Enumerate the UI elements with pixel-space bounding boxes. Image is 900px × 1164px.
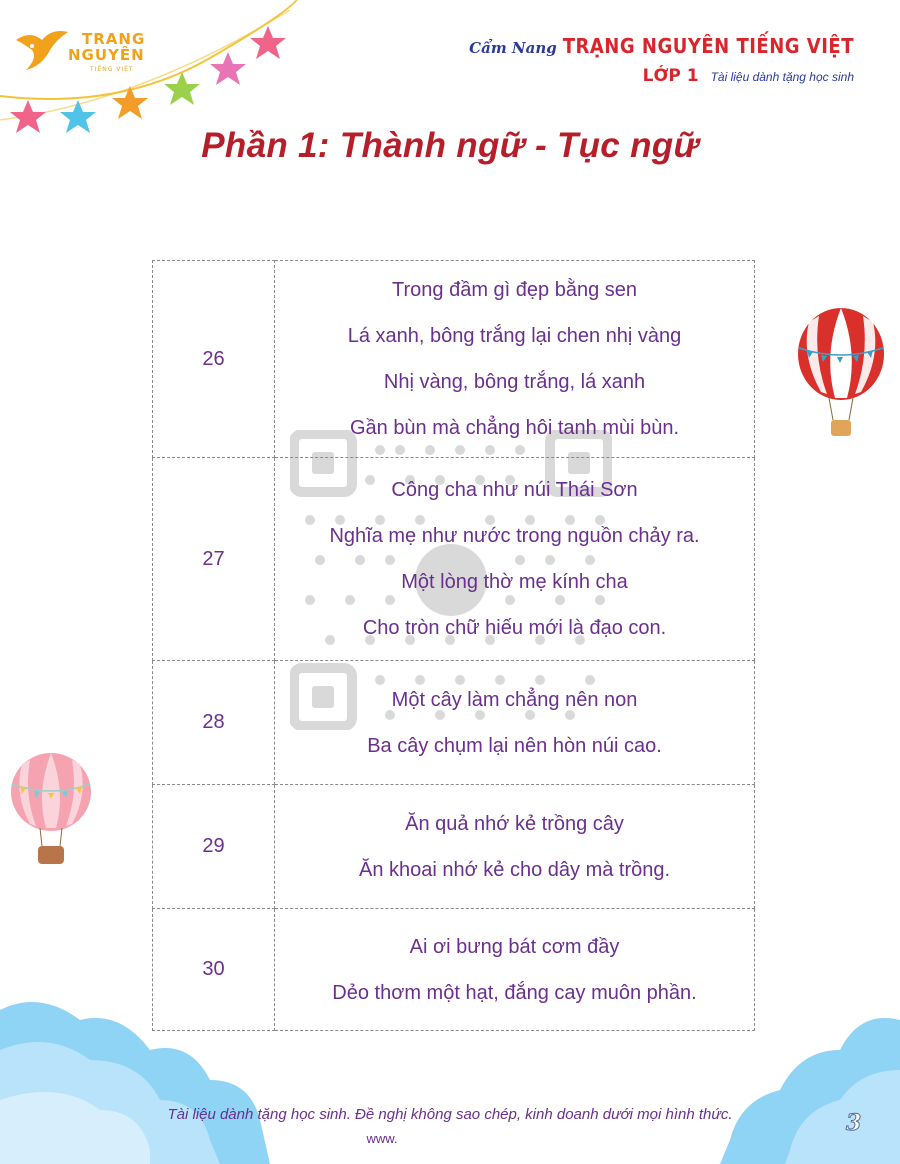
trang-nguyen-logo xyxy=(12,22,162,82)
proverb-text xyxy=(275,261,755,458)
table-row xyxy=(153,261,755,458)
brand-subtitle: Tài liệu dành tặng học sinh xyxy=(710,70,854,84)
proverb-line: Một cây làm chẳng nên non xyxy=(391,688,638,711)
section-title: Phần 1: Thành ngữ - Tục ngữ xyxy=(201,126,699,165)
star-icon xyxy=(112,86,148,119)
table-row xyxy=(153,661,755,785)
proverb-line: Một lòng thờ mẹ kính cha xyxy=(401,571,628,593)
bird-logo-icon xyxy=(12,26,72,76)
proverb-line: Nghĩa mẹ như nước trong nguồn chảy ra. xyxy=(329,525,700,547)
brand-header xyxy=(469,34,854,86)
proverb-line: Nhị vàng, bông trắng, lá xanh xyxy=(383,371,646,393)
proverb-line: Công cha như núi Thái Sơn xyxy=(391,479,638,501)
proverb-text xyxy=(275,458,755,661)
footer-notice: Tài liệu dành tặng học sinh. Đề nghị không sao chép, kinh doanh dưới mọi hình thức. xyxy=(167,1106,733,1123)
proverb-line: Ai ơi bưng bát cơm đầy xyxy=(409,935,620,958)
row-number: 27 xyxy=(153,458,275,661)
table-row xyxy=(153,458,755,661)
proverb-table xyxy=(152,260,755,1031)
proverb-line: Ăn quả nhớ kẻ trồng cây xyxy=(405,812,624,835)
proverb-line: Lá xanh, bông trắng lại chen nhị vàng xyxy=(347,325,682,347)
brand-cam-nang: Cẩm Nang xyxy=(469,39,557,57)
proverb-line: Dẻo thơm một hạt, đắng cay muôn phần. xyxy=(332,981,697,1004)
logo-line3: TIẾNG VIỆT xyxy=(90,66,134,73)
star-icon xyxy=(210,52,246,85)
hot-air-balloon-icon xyxy=(8,752,94,868)
table-row xyxy=(153,785,755,909)
proverb-line: Ăn khoai nhớ kẻ cho dây mà trồng. xyxy=(358,858,671,881)
proverb-line: Cho tròn chữ hiếu mới là đạo con. xyxy=(362,617,667,639)
logo-line2: NGUYÊN xyxy=(68,46,145,64)
hot-air-balloon-icon xyxy=(795,306,887,440)
row-number: 28 xyxy=(153,661,275,785)
row-number: 30 xyxy=(153,909,275,1031)
row-number: 29 xyxy=(153,785,275,909)
footer-url[interactable]: www. xyxy=(366,1131,398,1146)
proverb-text xyxy=(275,661,755,785)
logo-line1: TRANG xyxy=(82,30,146,48)
grade-label: LỚP 1 xyxy=(642,66,699,86)
brand-title: TRẠNG NGUYÊN TIẾNG VIỆT xyxy=(562,34,854,58)
page-number: 3 xyxy=(846,1110,862,1136)
proverb-line: Trong đầm gì đẹp bằng sen xyxy=(392,279,638,301)
proverb-line: Ba cây chụm lại nên hòn núi cao. xyxy=(367,734,662,757)
row-number: 26 xyxy=(153,261,275,458)
proverb-text xyxy=(275,785,755,909)
proverb-line: Gần bùn mà chẳng hôi tanh mùi bùn. xyxy=(349,417,680,439)
